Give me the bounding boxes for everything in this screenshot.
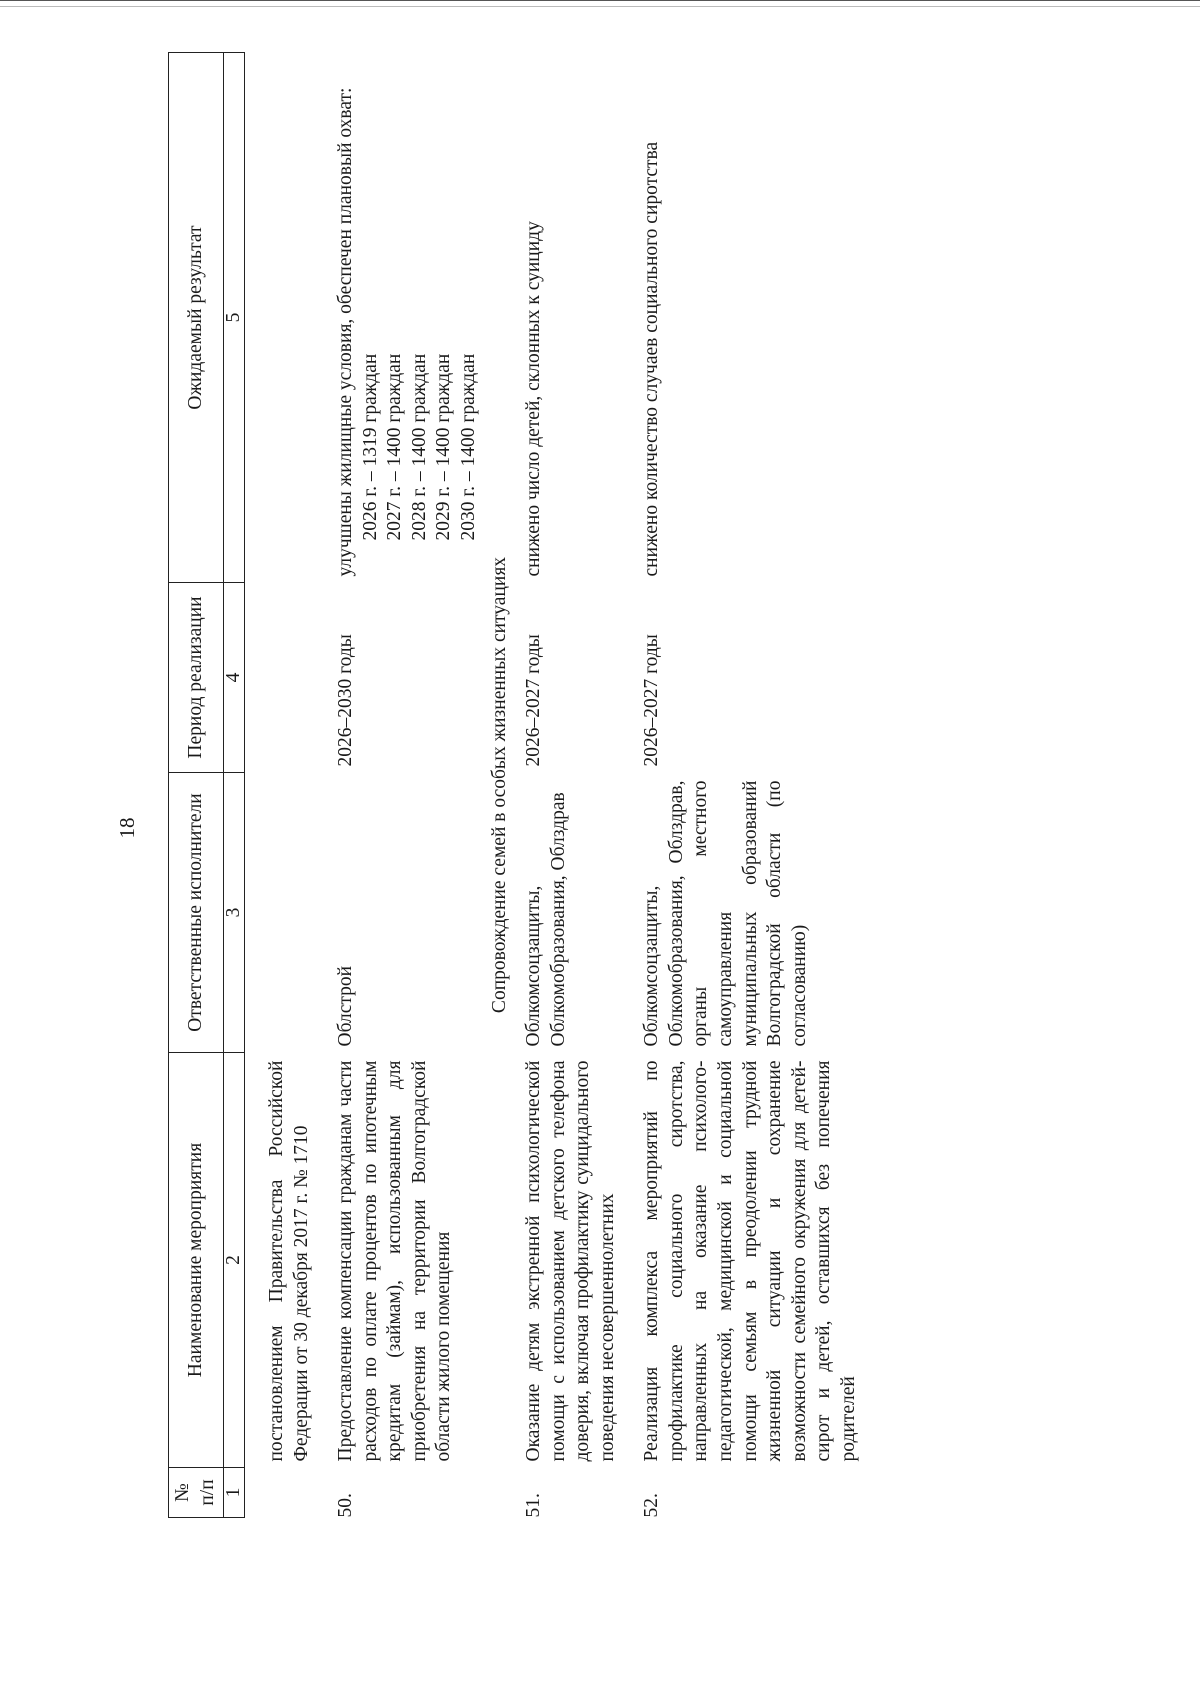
header-result: Ожидаемый результат (169, 53, 224, 583)
row-number: 50. (335, 1493, 357, 1518)
row-number: 52. (641, 1493, 663, 1518)
table-body (245, 53, 862, 1518)
rotated-page (0, 43, 1200, 1603)
section-row (482, 53, 523, 1518)
header-event-name: Наименование мероприятия (169, 1053, 224, 1468)
header-number: № п/п (169, 1468, 224, 1518)
result-line: 2030 г. – 1400 граждан (457, 353, 479, 541)
row-number (265, 1468, 314, 1518)
row-result (265, 53, 314, 583)
row-period (265, 583, 314, 773)
row-period: 2026–2027 годы (523, 634, 545, 767)
header-index-4: 4 (224, 583, 245, 773)
row-executors: Облкомсоцзащиты, Облкомобразования, Облздрав (523, 792, 569, 1047)
scan-edge (0, 0, 1200, 1)
row-result: снижено число детей, склонных к суициду (523, 221, 545, 577)
events-table (168, 52, 861, 1518)
result-intro: улучшены жилищные условия, обеспечен плановый охват: (335, 87, 357, 577)
header-index-2: 2 (224, 1053, 245, 1468)
row-event-name: Оказание детям экстренной психологической помощи с использованием детского телефона доверия, включая профилактику суицидального поведения несовершеннолетних (523, 1060, 618, 1462)
row-event-name: Реализация комплекса мероприятий по профилактике социального сиротства, направленных на оказание психолого-педагогической, медицинской и социальной помощи семьям в преодолении трудной жизненной ситуации и сохранение возможности семейного окружения для детей-сирот и детей, оставшихся без попечения родителей (641, 1060, 859, 1462)
row-period: 2026–2030 годы (335, 634, 357, 767)
events-table-container (168, 53, 861, 1518)
table-row-52 (640, 53, 861, 1518)
row-executors: Облкомсоцзащиты, Облкомобразования, Облздрав, органы местного самоуправления муниципальных образований Волгоградской области (по согласованию) (641, 780, 810, 1047)
row-number: 51. (523, 1493, 545, 1518)
result-line: 2026 г. – 1319 граждан (359, 353, 381, 541)
header-index-5: 5 (224, 53, 245, 583)
table-row-50 (334, 53, 481, 1518)
result-line: 2029 г. – 1400 граждан (433, 353, 455, 541)
table-row-continuation (265, 53, 314, 1518)
row-event-name: Предоставление компенсации гражданам части расходов по оплате процентов по ипотечным кредитам (займам), использованным для приобретения на территории Волгоградской области жилого помещения (335, 1060, 455, 1462)
header-index-1: 1 (224, 1468, 245, 1518)
row-result: снижено количество случаев социального сиротства (641, 141, 663, 577)
row-executors: Облстрой (335, 965, 357, 1047)
row-result (334, 53, 481, 583)
row-executors (265, 773, 314, 1053)
header-executors: Ответственные исполнители (169, 773, 224, 1053)
table-row-51 (522, 53, 620, 1518)
table-header (169, 53, 245, 1518)
scan-edge-shadow (0, 6, 1200, 7)
header-period: Период реализации (169, 583, 224, 773)
page-number: 18 (115, 817, 139, 839)
row-event-name: постановлением Правительства Российской Федерации от 30 декабря 2017 г. № 1710 (266, 1060, 312, 1462)
row-period: 2026–2027 годы (641, 634, 663, 767)
header-index-3: 3 (224, 773, 245, 1053)
section-title: Сопровождение семей в особых жизненных ситуациях (488, 556, 510, 1014)
result-line: 2027 г. – 1400 граждан (384, 353, 406, 541)
result-line: 2028 г. – 1400 граждан (408, 353, 430, 541)
